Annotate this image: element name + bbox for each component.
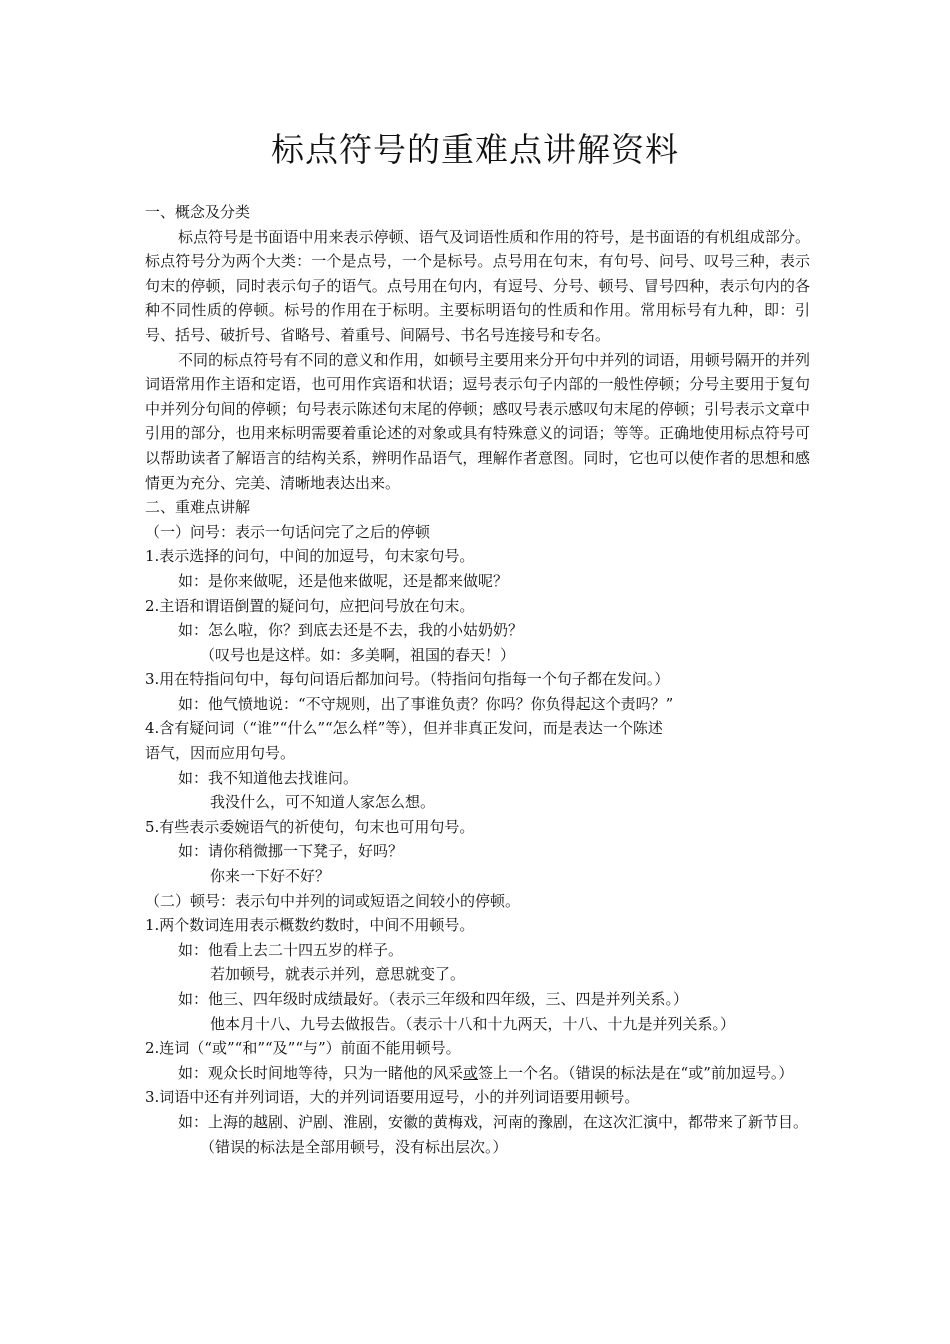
example-line: 如：请你稍微挪一下凳子，好吗？ [178, 842, 404, 861]
example-line: 你来一下好不好？ [210, 867, 331, 886]
section-heading: 一、概念及分类 [145, 203, 251, 221]
document-body [145, 200, 810, 1159]
subsection-heading: （二）顿号：表示句中并列的词或短语之间较小的停顿。 [145, 891, 521, 910]
document-title: 标点符号的重难点讲解资料 [271, 130, 679, 169]
rule-item: 3.词语中还有并列词语，大的并列词语要用逗号，小的并列词语要用顿号。 [145, 1088, 640, 1107]
example-text: 签上一个名。（错误的标法是在“或”前加逗号。） [478, 1063, 794, 1082]
example-line: 如：是你来做呢，还是他来做呢，还是都来做呢？ [178, 571, 509, 590]
example-line: 如：我不知道他去找谁问。 [178, 768, 359, 787]
rule-item-continuation: 语气，因而应用句号。 [145, 744, 296, 763]
rule-item: 3.用在特指问句中，每句问语后都加问号。（特指问句指每一个句子都在发问。） [145, 670, 670, 689]
section-heading: 二、重难点讲解 [145, 498, 251, 517]
rule-item: 2.连词（“或”“和”“及”“与”）前面不能用顿号。 [145, 1039, 461, 1058]
example-line: 如：他看上去二十四五岁的样子。 [178, 940, 404, 959]
example-text: 如：观众长时间地等待，只为一睹他的风采 [178, 1063, 464, 1082]
rule-item: 1.表示选择的问句，中间的加逗号，句末家句号。 [145, 547, 475, 566]
paragraph: 不同的标点符号有不同的意义和作用，如顿号主要用来分开句中并列的词语，用顿号隔开的并列词语常用作主语和定语，也可用作宾语和状语；逗号表示句子内部的一般性停顿；分号主要用于复句中并列分句间的停顿；句号表示陈述句末尾的停顿；感叹号表示感叹句末尾的停顿；引号表示文章中引用的部分，也用来标明需要着重论述的对象或具有特殊意义的词语；等等。正确地使用标点符号可以帮助读者了解语言的结构关系，辨明作品语气，理解作者意图。同时，它也可以使作者的思想和感情更为充分、完美、清晰地表达出来。 [145, 350, 810, 492]
rule-item: 5.有些表示委婉语气的祈使句，句末也可用句号。 [145, 817, 475, 836]
paragraph: 标点符号是书面语中用来表示停顿、语气及词语性质和作用的符号，是书面语的有机组成部分。标点符号分为两个大类：一个是点号，一个是标号。点号用在句末，有句号、问号、叹号三种，表示句末的停顿，同时表示句子的语气。点号用在句内，有逗号、分号、顿号、冒号四种，表示句内的各种不同性质的停顿。标号的作用在于标明。主要标明语句的性质和作用。常用标号有九种，即：引号、括号、破折号、省略号、着重号、间隔号、书名号连接号和专名。 [145, 227, 810, 344]
subsection-heading: （一）问号：表示一句话问完了之后的停顿 [145, 522, 431, 541]
underlined-word: 或 [463, 1063, 479, 1082]
example-paragraph [145, 1061, 810, 1086]
rule-item: 4.含有疑问词（“谁”“什么”“怎么样”等），但并非真正发问，而是表达一个陈述 [145, 719, 663, 738]
rule-item: 1.两个数词连用表示概数约数时，中间不用顿号。 [145, 916, 475, 935]
example-paragraph: 如：上海的越剧、沪剧、淮剧，安徽的黄梅戏，河南的豫剧，在这次汇演中，都带来了新节目。 [178, 1112, 809, 1131]
note-line: （错误的标法是全部用顿号，没有标出层次。） [200, 1137, 508, 1156]
example-line: 他本月十八、九号去做报告。（表示十八和十九两天，十八、十九是并列关系。） [210, 1014, 736, 1033]
note-line: （叹号也是这样。如：多美啊，祖国的春天！） [200, 645, 516, 664]
example-line: 如：怎么啦，你？到底去还是不去，我的小姑奶奶？ [178, 621, 524, 640]
example-line: 我没什么，可不知道人家怎么想。 [210, 793, 436, 812]
example-line: 若加顿号，就表示并列，意思就变了。 [210, 965, 466, 984]
rule-item: 2.主语和谓语倒置的疑问句，应把问号放在句末。 [145, 596, 475, 615]
example-line: 如：他气愤地说：“不守规则，出了事谁负责？你吗？你负得起这个责吗？” [178, 694, 674, 713]
example-line: 如：他三、四年级时成绩最好。（表示三年级和四年级，三、四是并列关系。） [178, 990, 689, 1008]
